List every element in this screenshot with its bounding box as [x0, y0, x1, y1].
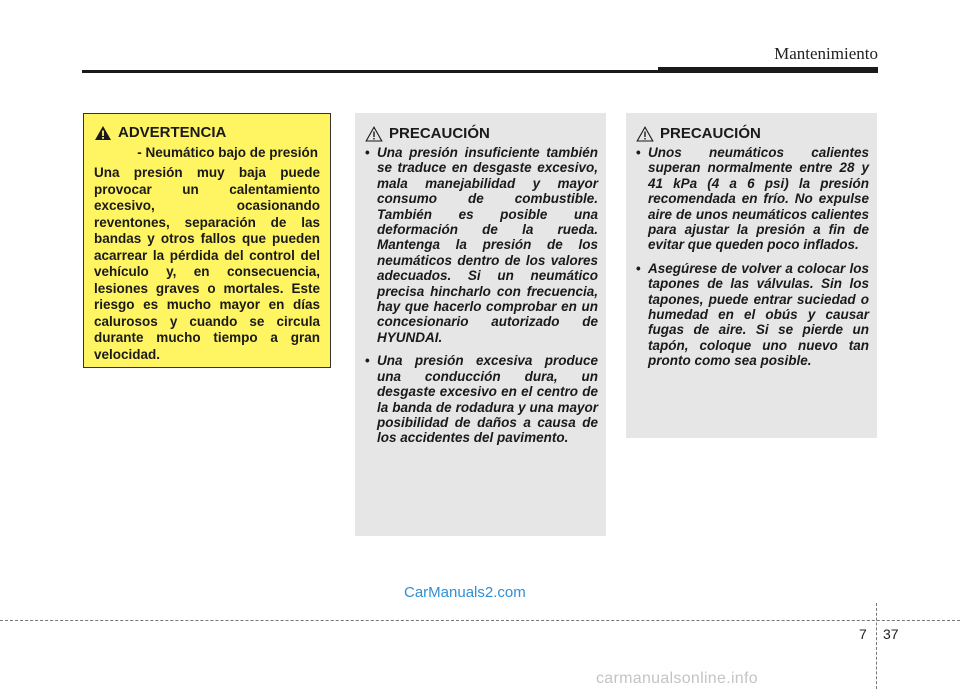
- caution-triangle-icon: [636, 126, 654, 142]
- caution-heading: PRECAUCIÓN: [660, 125, 761, 142]
- caution-heading-row: [365, 125, 598, 143]
- list-item: • Asegúrese de volver a colocar los tapones de las válvulas. Sin los tapones, puede entrar suciedad o humedad en el obús y causar fugas de aire. Si se pierde un tapón, coloque uno nuevo tan pronto como sea posible.: [636, 261, 869, 369]
- caution-list: [365, 145, 598, 446]
- footer-site-watermark: carmanualsonline.info: [596, 670, 758, 687]
- list-item: • Unos neumáticos calientes superan normalmente entre 28 y 41 kPa (4 a 6 psi) la presión recomendada en frío. No expulse aire de unos neumáticos calientes para ajustar la presión a fin de evitar que queden poco inflados.: [636, 145, 869, 253]
- page-header-title: Mantenimiento: [774, 44, 878, 63]
- caution-heading: PRECAUCIÓN: [389, 125, 490, 142]
- watermark-link[interactable]: CarManuals2.com: [404, 584, 526, 601]
- list-item: • Una presión insuficiente también se traduce en desgaste excesivo, mala manejabilidad y mayor consumo de combustible. También es posible una deformación de la rueda. Mantenga la presión de los neumáticos dentro de los valores adecuados. Si un neumático precisa hincharlo con frecuencia, hay que hacerlo comprobar en un concesionario autorizado de HYUNDAI.: [365, 145, 598, 345]
- caution-panel-left: [355, 113, 606, 536]
- warning-heading: ADVERTENCIA: [118, 124, 227, 141]
- list-item: • Una presión excesiva produce una conducción dura, un desgaste excesivo en el centro de la banda de rodadura y una mayor posibilidad de daños a causa de los accidentes del pavimento.: [365, 353, 598, 445]
- caution-triangle-icon: [365, 126, 383, 142]
- warning-body: Una presión muy baja puede provocar un calentamiento excesivo, ocasionando reventones, separación de las bandas y otros fallos que pueden acarrear la pérdida del control del vehículo y, en consecuencia, lesiones graves o mortales. Este riesgo es mucho mayor en días calurosos y cuando se circula durante mucho tiempo a gran velocidad.: [94, 165, 320, 362]
- warning-triangle-icon: [94, 125, 112, 141]
- caution-panel-right: [626, 113, 877, 438]
- footer-rule: [0, 620, 960, 621]
- footer-divider: [876, 603, 877, 689]
- caution-list: [636, 145, 869, 369]
- warning-panel: [83, 113, 331, 368]
- warning-heading-row: [94, 124, 322, 142]
- header-rule-accent: [658, 67, 878, 73]
- chapter-number: 7: [859, 626, 867, 642]
- caution-heading-row: [636, 125, 869, 143]
- warning-subtitle: - Neumático bajo de presión: [137, 145, 318, 160]
- page-number: 37: [883, 626, 899, 642]
